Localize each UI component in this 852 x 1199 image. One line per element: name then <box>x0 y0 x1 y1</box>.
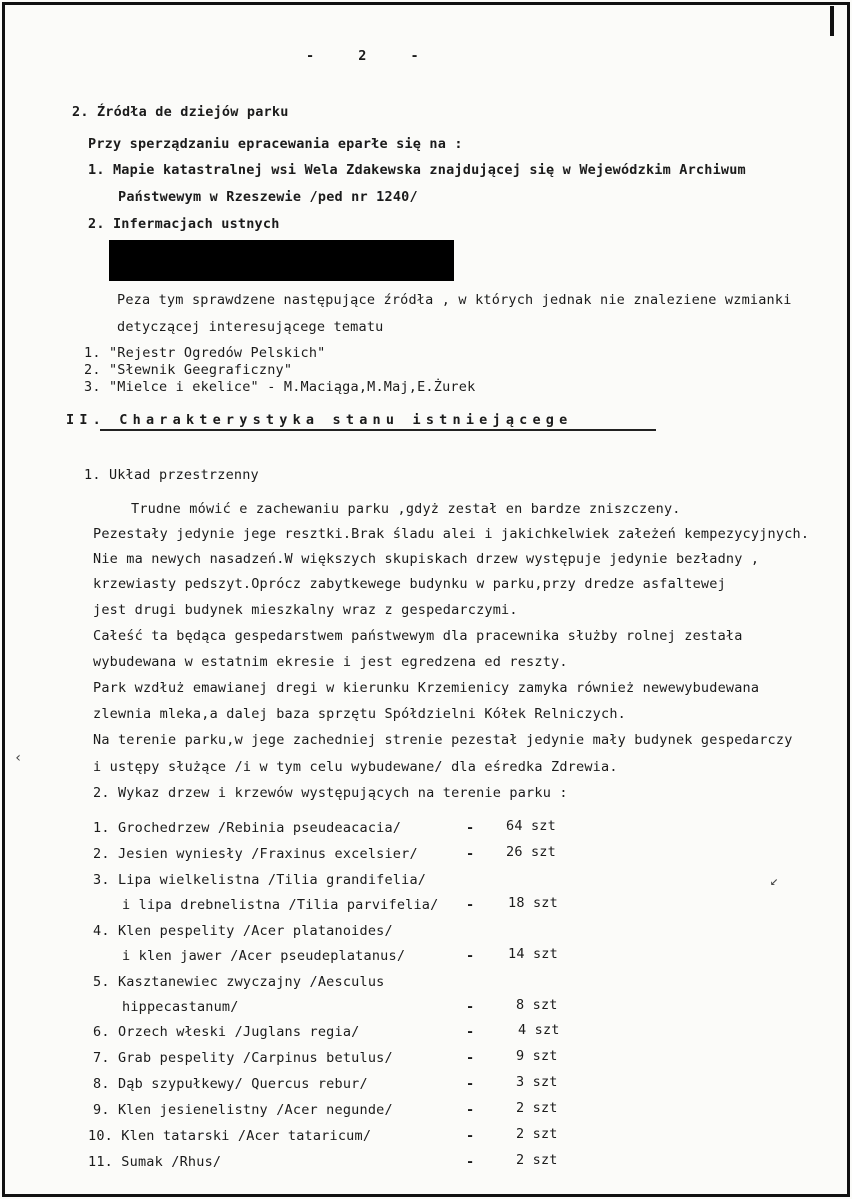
tree-row-2-qty: 26 szt <box>506 844 556 860</box>
section-heading-characteristics: II. Charakterystyka stanu istniejącege <box>66 412 573 428</box>
tree-row-3-dash: - <box>466 897 475 913</box>
page-border <box>2 2 850 1197</box>
tree-row-6-qty: 4 szt <box>518 1022 560 1038</box>
tree-row-1-qty: 64 szt <box>506 818 556 834</box>
tree-row-10-qty: 2 szt <box>516 1126 558 1142</box>
tree-row-11-name: 11. Sumak /Rhus/ <box>88 1154 222 1170</box>
tree-row-11-qty: 2 szt <box>516 1152 558 1168</box>
tree-row-4-name-line2: i klen jawer /Acer pseudeplatanus/ <box>122 948 406 964</box>
layout-paragraph-line: i ustępy służące /i w tym celu wybudewane/ dla eśredka Zdrewia. <box>93 759 618 775</box>
tree-row-8-name: 8. Dąb szypułkewy/ Quercus rebur/ <box>93 1076 368 1092</box>
layout-paragraph-line: jest drugi budynek mieszkalny wraz z gespedarczymi. <box>93 602 518 618</box>
source-item-1-line1: 1. Mapie katastralnej wsi Wela Zdakewska znajdującej się w Wejewódzkim Archiwum <box>88 162 746 178</box>
scan-mark <box>830 6 834 36</box>
tree-row-3-name-line2: i lipa drebnelistna /Tilia parvifelia/ <box>122 897 439 913</box>
tree-row-4-qty: 14 szt <box>508 946 558 962</box>
source-item-1-line2: Państwewym w Rzeszewie /ped nr 1240/ <box>118 189 418 205</box>
source-list-item-2: 2. "Słewnik Geegraficzny" <box>84 362 293 378</box>
tree-row-8-qty: 3 szt <box>516 1074 558 1090</box>
tree-row-5-name-line2: hippecastanum/ <box>122 999 239 1015</box>
tree-row-7-name: 7. Grab pespelity /Carpinus betulus/ <box>93 1050 393 1066</box>
tree-row-9-qty: 2 szt <box>516 1100 558 1116</box>
tree-row-3-qty: 18 szt <box>508 895 558 911</box>
other-sources-line2: detyczącej interesującege tematu <box>117 319 384 335</box>
source-list-item-1: 1. "Rejestr Ogredów Pelskich" <box>84 345 326 361</box>
tree-row-5-name: 5. Kasztanewiec zwyczajny /Aesculus <box>93 974 385 990</box>
layout-paragraph-line: wybudewana w estatnim ekresie i jest egredzena ed reszty. <box>93 654 568 670</box>
trees-heading: 2. Wykaz drzew i krzewów występujących na terenie parku : <box>93 785 568 801</box>
layout-paragraph-line: Trudne mówić e zachewaniu parku ,gdyż zestał en bardze zniszczeny. <box>131 501 681 517</box>
tree-row-5-qty: 8 szt <box>516 997 558 1013</box>
tree-row-9-dash: - <box>466 1102 475 1118</box>
layout-paragraph-line: Nie ma newych nasadzeń.W większych skupiskach drzew występuje jedynie bezładny , <box>93 551 760 567</box>
layout-heading: 1. Układ przestrzenny <box>84 467 259 483</box>
layout-paragraph-line: zlewnia mleka,a dalej baza sprzętu Spółdzielni Kółek Relniczych. <box>93 706 626 722</box>
margin-mark: ‹ <box>14 750 23 766</box>
tree-row-3-name: 3. Lipa wielkelistna /Tilia grandifelia/ <box>93 872 427 888</box>
tree-row-11-dash: - <box>466 1154 475 1170</box>
tree-row-1-name: 1. Grochedrzew /Rebinia pseudeacacia/ <box>93 820 402 836</box>
tree-row-6-dash: - <box>466 1024 475 1040</box>
sources-intro: Przy sperządzaniu epracewania eparłe się na : <box>88 136 463 152</box>
source-list-item-3: 3. "Mielce i ekelice" - M.Maciąga,M.Maj,E.Żurek <box>84 379 476 395</box>
redaction-block <box>109 240 454 281</box>
source-item-2: 2. Infermacjach ustnych <box>88 216 280 232</box>
tree-row-7-dash: - <box>466 1050 475 1066</box>
layout-paragraph-line: Całeść ta będąca gespedarstwem państwewym dla pracewnika służby rolnej zestała <box>93 628 743 644</box>
margin-mark: ↙ <box>770 873 779 889</box>
layout-paragraph-line: krzewiasty pedszyt.Oprócz zabytkewege budynku w parku,przy dredze asfaltewej <box>93 576 726 592</box>
tree-row-10-dash: - <box>466 1128 475 1144</box>
layout-paragraph-line: Na terenie parku,w jege zachedniej strenie pezestał jedynie mały budynek gespedarczy <box>93 732 793 748</box>
tree-row-2-name: 2. Jesien wyniesły /Fraxinus excelsier/ <box>93 846 418 862</box>
tree-row-9-name: 9. Klen jesienelistny /Acer negunde/ <box>93 1102 393 1118</box>
tree-row-10-name: 10. Klen tatarski /Acer tataricum/ <box>88 1128 372 1144</box>
tree-row-5-dash: - <box>466 999 475 1015</box>
other-sources-line1: Peza tym sprawdzene następujące źródła , w których jednak nie znaleziene wzmianki <box>117 292 792 308</box>
layout-paragraph-line: Pezestały jedynie jege resztki.Brak śladu alei i jakichkelwiek załeżeń kempezycyjnych. <box>93 526 810 542</box>
layout-paragraph-line: Park wzdłuż emawianej dregi w kierunku Krzemienicy zamyka również newewybudewana <box>93 680 760 696</box>
tree-row-8-dash: - <box>466 1076 475 1092</box>
tree-row-1-dash: - <box>466 820 475 836</box>
page-number: - 2 - <box>306 48 437 64</box>
tree-row-6-name: 6. Orzech włeski /Juglans regia/ <box>93 1024 360 1040</box>
tree-row-4-name: 4. Klen pespelity /Acer platanoides/ <box>93 923 393 939</box>
heading-underline <box>100 429 656 431</box>
tree-row-4-dash: - <box>466 948 475 964</box>
tree-row-7-qty: 9 szt <box>516 1048 558 1064</box>
section-heading-sources: 2. Źródła de dziejów parku <box>72 104 289 120</box>
tree-row-2-dash: - <box>466 846 475 862</box>
